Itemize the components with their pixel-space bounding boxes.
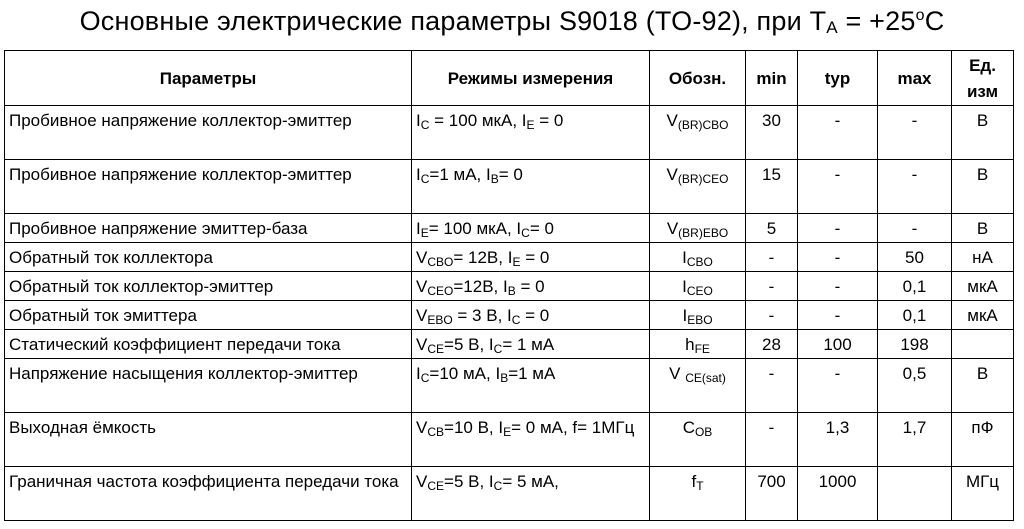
cond-symbol: I (416, 111, 421, 130)
symbol-main: f (691, 472, 697, 491)
title-sub: A (826, 18, 838, 37)
symbol-main: V (666, 111, 678, 130)
min-cell: - (746, 243, 798, 272)
cond-symbol: I (498, 418, 504, 437)
cond-subscript: C (493, 342, 503, 356)
min-cell: 28 (746, 330, 798, 359)
param-cell: Пробивное напряжение эмиттер-база (5, 214, 412, 243)
cond-symbol: I (495, 364, 501, 383)
cond-value: = 100 мкА, (429, 111, 522, 130)
param-cell: Напряжение насыщения коллектор-эмиттер (5, 359, 412, 413)
cond-subscript: EBO (427, 313, 453, 327)
symbol-cell (650, 330, 746, 359)
symbol-subscript: FE (694, 342, 710, 356)
min-cell: 30 (746, 106, 798, 160)
param-cell: Обратный ток коллектор-эмиттер (5, 272, 412, 301)
cond-subscript: E (420, 226, 429, 240)
symbol-cell (650, 272, 746, 301)
cond-value: =12В, (453, 277, 503, 296)
typ-cell: 100 (798, 330, 878, 359)
max-cell: 0,1 (878, 272, 952, 301)
symbol-main: V (669, 364, 686, 383)
conditions-cell (412, 467, 650, 521)
cond-value: =1 мА (508, 364, 556, 383)
cond-symbol: I (416, 165, 421, 184)
table-row (5, 272, 1014, 301)
param-cell: Пробивное напряжение коллектор-эмиттер (5, 106, 412, 160)
cond-value: = 0 (520, 248, 550, 267)
symbol-cell (650, 301, 746, 330)
unit-cell: В (952, 214, 1014, 243)
unit-cell: В (952, 359, 1014, 413)
param-cell: Пробивное напряжение коллектор-эмиттер (5, 160, 412, 214)
cond-subscript: C (420, 371, 430, 385)
symbol-main: V (666, 165, 678, 184)
table-row (5, 330, 1014, 359)
cond-symbol: V (416, 472, 428, 491)
cond-value: = 5 мА, (502, 472, 559, 491)
cond-subscript: CBO (427, 255, 454, 269)
header-conditions: Режимы измерения (412, 51, 650, 106)
symbol-main: I (682, 306, 688, 325)
max-cell: 0,1 (878, 301, 952, 330)
symbol-cell (650, 214, 746, 243)
typ-cell: - (798, 359, 878, 413)
unit-cell: мкА (952, 301, 1014, 330)
max-cell: 198 (878, 330, 952, 359)
title-text: Основные электрические параметры S9018 (TO-92), при T (79, 6, 827, 36)
cond-value: = 12В, (453, 248, 508, 267)
typ-cell: 1,3 (798, 413, 878, 467)
max-cell: 1,7 (878, 413, 952, 467)
cond-subscript: C (420, 118, 430, 132)
cond-value: = 100 мкА, (428, 219, 517, 238)
header-row (5, 51, 1014, 106)
min-cell: - (746, 272, 798, 301)
typ-cell: - (798, 301, 878, 330)
min-cell: - (746, 359, 798, 413)
symbol-subscript: CE(sat) (685, 371, 726, 385)
unit-cell: В (952, 106, 1014, 160)
cond-subscript: C (420, 172, 430, 186)
table-row (5, 359, 1014, 413)
symbol-main: I (682, 277, 687, 296)
min-cell: 5 (746, 214, 798, 243)
typ-cell: - (798, 214, 878, 243)
cond-value: = 0 (515, 277, 545, 296)
cond-subscript: CEO (427, 284, 454, 298)
cond-symbol: I (488, 335, 494, 354)
cond-value: =5 В, (444, 472, 489, 491)
table-row (5, 106, 1014, 160)
cond-symbol: I (416, 364, 421, 383)
table-row (5, 160, 1014, 214)
cond-symbol: V (416, 248, 428, 267)
parameters-table (4, 50, 1014, 521)
cond-value: = 0 (520, 306, 550, 325)
unit-cell: нА (952, 243, 1014, 272)
cond-subscript: C (493, 479, 503, 493)
page-title (0, 6, 1024, 37)
typ-cell: - (798, 160, 878, 214)
conditions-cell (412, 330, 650, 359)
param-cell: Обратный ток коллектора (5, 243, 412, 272)
symbol-cell (650, 359, 746, 413)
typ-cell: - (798, 106, 878, 160)
cond-subscript: C (521, 226, 530, 240)
symbol-subscript: CEO (686, 284, 713, 298)
max-cell: 0,5 (878, 359, 952, 413)
cond-symbol: V (416, 306, 428, 325)
symbol-cell (650, 467, 746, 521)
cond-subscript: CE (427, 479, 445, 493)
symbol-subscript: OB (694, 425, 713, 439)
header-unit: Ед. изм (952, 51, 1014, 106)
symbol-main: C (682, 418, 695, 437)
cond-value: = 0 (534, 111, 564, 130)
table-row (5, 301, 1014, 330)
symbol-subscript: (BR)CBO (677, 118, 729, 132)
cond-symbol: I (502, 277, 508, 296)
min-cell: - (746, 301, 798, 330)
cond-value: =10 мА, (429, 364, 496, 383)
min-cell: - (746, 413, 798, 467)
conditions-cell (412, 214, 650, 243)
table-row (5, 467, 1014, 521)
max-cell: 50 (878, 243, 952, 272)
min-cell: 700 (746, 467, 798, 521)
symbol-cell (650, 160, 746, 214)
cond-subscript: E (526, 118, 535, 132)
typ-cell: 1000 (798, 467, 878, 521)
cond-symbol: I (488, 472, 494, 491)
typ-cell: - (798, 272, 878, 301)
conditions-cell (412, 301, 650, 330)
table-row (5, 413, 1014, 467)
cond-subscript: B (500, 371, 509, 385)
cond-symbol: V (416, 418, 428, 437)
param-cell: Выходная ёмкость (5, 413, 412, 467)
cond-subscript: CE (427, 342, 445, 356)
title-suffix: C (924, 6, 945, 36)
unit-cell: В (952, 160, 1014, 214)
conditions-cell (412, 160, 650, 214)
param-cell: Обратный ток эмиттера (5, 301, 412, 330)
header-min: min (746, 51, 798, 106)
cond-subscript: E (503, 425, 512, 439)
title-sup: o (915, 7, 925, 24)
max-cell: - (878, 214, 952, 243)
cond-value: = 3 В, (452, 306, 508, 325)
conditions-cell (412, 272, 650, 301)
cond-value: =5 В, (444, 335, 489, 354)
param-cell: Граничная частота коэффициента передачи тока (5, 467, 412, 521)
conditions-cell (412, 359, 650, 413)
symbol-subscript: EBO (687, 313, 713, 327)
symbol-main: V (666, 219, 679, 238)
symbol-cell (650, 243, 746, 272)
min-cell: 15 (746, 160, 798, 214)
cond-subscript: E (512, 255, 521, 269)
conditions-cell (412, 243, 650, 272)
cond-value: = 0 мА, f= 1МГц (511, 418, 635, 437)
cond-value: = 1 мА (502, 335, 555, 354)
cond-subscript: B (507, 284, 516, 298)
symbol-cell (650, 106, 746, 160)
unit-cell: мкА (952, 272, 1014, 301)
header-max: max (878, 51, 952, 106)
cond-symbol: I (521, 111, 527, 130)
table-row (5, 243, 1014, 272)
cond-symbol: I (516, 219, 522, 238)
cond-value: = 0 (498, 165, 523, 184)
max-cell: - (878, 160, 952, 214)
symbol-subscript: T (696, 479, 704, 493)
symbol-main: I (682, 248, 687, 267)
symbol-subscript: (BR)EBO (678, 226, 729, 240)
symbol-subscript: CBO (686, 255, 713, 269)
cond-value: = 0 (529, 219, 554, 238)
cond-symbol: I (507, 306, 512, 325)
conditions-cell (412, 413, 650, 467)
conditions-cell (412, 106, 650, 160)
cond-symbol: I (416, 219, 421, 238)
typ-cell: - (798, 243, 878, 272)
unit-cell: пФ (952, 413, 1014, 467)
header-typ: typ (798, 51, 878, 106)
cond-subscript: B (490, 172, 499, 186)
header-params: Параметры (5, 51, 412, 106)
cond-subscript: C (511, 313, 521, 327)
header-symbol: Обозн. (650, 51, 746, 106)
unit-cell (952, 330, 1014, 359)
title-mid: = +25 (837, 6, 916, 36)
cond-subscript: CB (427, 425, 445, 439)
cond-value: =10 В, (444, 418, 499, 437)
cond-value: =1 мА, (429, 165, 486, 184)
cond-symbol: I (485, 165, 491, 184)
max-cell (878, 467, 952, 521)
unit-cell: МГц (952, 467, 1014, 521)
symbol-subscript: (BR)CEO (677, 172, 729, 186)
param-cell: Статический коэффициент передачи тока (5, 330, 412, 359)
symbol-cell (650, 413, 746, 467)
cond-symbol: V (416, 335, 428, 354)
cond-symbol: I (507, 248, 513, 267)
symbol-main: h (685, 335, 695, 354)
max-cell: - (878, 106, 952, 160)
cond-symbol: V (416, 277, 428, 296)
table-row (5, 214, 1014, 243)
